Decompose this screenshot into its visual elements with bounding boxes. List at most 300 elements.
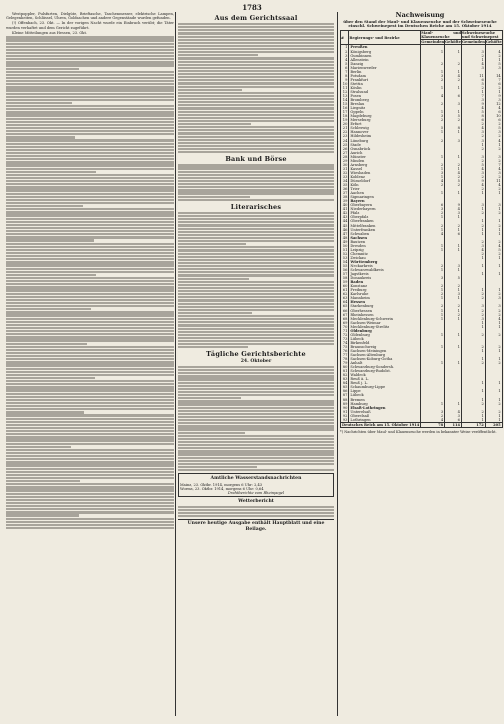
text-line (178, 509, 334, 511)
text-line (6, 527, 174, 529)
text-line (178, 403, 334, 405)
column-header-schwein: Schweineseuche und Schweinepest (461, 31, 502, 40)
cell-value: 2 (445, 224, 462, 228)
cell-value: 2 (461, 402, 485, 406)
region-name: Breslau (349, 102, 421, 106)
text-line (178, 114, 334, 116)
cell-value: 1 (485, 232, 502, 236)
text-line (178, 410, 334, 412)
row-number: 69 (341, 321, 349, 325)
text-line (178, 148, 334, 150)
text-line (6, 261, 174, 263)
text-line (178, 45, 334, 47)
text-line (6, 268, 174, 270)
text-line (6, 214, 174, 216)
cell-value: 1 (461, 325, 485, 329)
cell-value: 2 (461, 147, 485, 151)
cell-value: 1 (485, 207, 502, 211)
row-number: 81 (341, 369, 349, 373)
column-court-news (178, 12, 334, 720)
cell-value: 1 (421, 402, 445, 406)
text-line (6, 458, 174, 460)
text-line (6, 174, 174, 176)
region-name: Gumbinnen (349, 54, 421, 58)
cell-value: 4 (485, 50, 502, 54)
region-name: Anhalt (349, 361, 421, 365)
cell-value: 1 (445, 215, 462, 219)
cell-value: 1 (485, 191, 502, 195)
cell-value: 1 (445, 345, 462, 349)
cell-value: 2 (485, 361, 502, 365)
text-line (6, 199, 174, 201)
cell-value: 1 (421, 268, 445, 272)
cell-value: 4 (485, 139, 502, 143)
cell-value: 2 (445, 118, 462, 122)
text-line (6, 511, 174, 513)
row-number: 64 (341, 300, 349, 304)
text-line (6, 230, 174, 232)
cell-value: 3 (445, 139, 462, 143)
text-line (178, 167, 334, 169)
text-line (178, 139, 334, 141)
cell-value: 4 (421, 418, 445, 423)
region-name: Neckarkreis (349, 264, 421, 268)
region-name: Wiesbaden (349, 171, 421, 175)
cell-value: 3 (485, 155, 502, 159)
text-line (6, 218, 174, 220)
region-name: Oppeln (349, 110, 421, 114)
text-line (6, 158, 174, 160)
cell-value: 1 (421, 317, 445, 321)
text-line (178, 444, 334, 446)
cell-value: 3 (461, 244, 485, 248)
text-line (6, 96, 174, 98)
text-line (6, 427, 174, 429)
cell-value: 2 (421, 102, 445, 106)
cell-value: 2 (461, 159, 485, 163)
column-rule (175, 12, 176, 716)
cell-value: 1 (485, 398, 502, 402)
text-line (178, 397, 241, 399)
region-name: Oberpfalz (349, 215, 421, 219)
cell-value: 2 (485, 252, 502, 256)
region-name: Konstanz (349, 284, 421, 288)
text-line (6, 327, 174, 329)
row-number: 20 (341, 122, 349, 126)
row-number: 44 (341, 219, 349, 223)
total-label: Deutsches Reich am 15. Oktober 1914 (342, 422, 420, 427)
cell-value: 3 (421, 74, 445, 78)
cell-value: 2 (461, 252, 485, 256)
text-line (6, 183, 174, 185)
text-line (178, 385, 334, 387)
text-line (178, 151, 334, 153)
text-line (178, 237, 334, 239)
text-line (6, 446, 71, 448)
text-line (178, 296, 334, 298)
row-number: 8 (341, 74, 349, 78)
cell-value: 4 (445, 74, 462, 78)
cell-value: 1 (445, 110, 462, 114)
row-number: 39 (341, 199, 349, 203)
text-line (178, 388, 334, 390)
row-number: 5 (341, 62, 349, 66)
region-name: Köln (349, 183, 421, 187)
text-line (178, 450, 334, 452)
region-name: Birkenfeld (349, 341, 421, 345)
text-line (178, 218, 334, 220)
text-line (6, 308, 91, 310)
cell-value: 1 (445, 268, 462, 272)
text-line (178, 243, 246, 245)
text-line (6, 249, 174, 251)
cell-value: 4 (485, 183, 502, 187)
cell-value: 1 (485, 272, 502, 276)
text-line (6, 289, 174, 291)
cell-value: 4 (445, 207, 462, 211)
cell-value: 1 (445, 70, 462, 74)
cell-value: 3 (485, 171, 502, 175)
text-line (178, 312, 252, 314)
row-number: 48 (341, 236, 349, 240)
cell-value: 3 (461, 203, 485, 207)
text-line (178, 400, 334, 402)
text-line (178, 321, 334, 323)
text-line (6, 186, 174, 188)
text-line (6, 496, 174, 498)
region-name: Magdeburg (349, 114, 421, 118)
row-number: 90 (341, 406, 349, 410)
region-name: Chemnitz (349, 252, 421, 256)
column-header-region: Regierungs- und Bezirke (349, 31, 421, 45)
text-line (178, 268, 334, 270)
text-line (6, 277, 174, 279)
row-number: 12 (341, 90, 349, 94)
row-number: 4 (341, 58, 349, 62)
text-line (178, 221, 334, 223)
text-line (6, 68, 79, 70)
text-line (178, 36, 334, 38)
cell-value: 3 (461, 98, 485, 102)
text-line (6, 168, 174, 170)
cell-value: 2 (421, 292, 445, 296)
region-name: Waldeck (349, 373, 421, 377)
text-line (178, 382, 334, 384)
row-number: 27 (341, 151, 349, 155)
water-level-note: Drahtberichte vom Rheinpegel (227, 490, 285, 495)
region-name: Kassel (349, 167, 421, 171)
text-line (6, 433, 174, 435)
row-number: 47 (341, 232, 349, 236)
water-level-line: Worms, 23. Oktbr. 1914, morgens 6 Uhr: 0,64 (180, 486, 264, 491)
text-line (6, 71, 174, 73)
cell-value: 1 (421, 86, 445, 90)
text-line (178, 196, 250, 198)
text-line (6, 246, 174, 248)
text-line (6, 502, 174, 504)
cell-value: 2 (445, 304, 462, 308)
text-line (6, 396, 174, 398)
cell-value: 6 (461, 118, 485, 122)
court-text (178, 23, 334, 153)
region-name: Schwarzburg-Sondersh. (349, 365, 421, 369)
text-line (178, 453, 334, 455)
text-line (178, 224, 334, 226)
row-number: 80 (341, 365, 349, 369)
cell-value: 3 (445, 102, 462, 106)
cell-value: 3 (461, 50, 485, 54)
text-line (6, 508, 174, 510)
text-line (178, 177, 334, 179)
total-value: 114 (445, 422, 462, 427)
cell-value: 1 (421, 155, 445, 159)
row-number: 92 (341, 414, 349, 418)
cell-value: 9 (445, 203, 462, 207)
text-line (6, 46, 174, 48)
text-line (6, 321, 174, 323)
table-footnote: *) Nachrichten über Maul- und Klauenseuche werden in bekannter Weise veröffentlicht. (340, 429, 497, 434)
cell-value: 5 (461, 163, 485, 167)
region-name: Posen (349, 94, 421, 98)
text-line (6, 468, 174, 470)
row-number: 11 (341, 86, 349, 90)
region-name: Dresden (349, 244, 421, 248)
cell-value: 4 (461, 183, 485, 187)
region-name: Württemberg (349, 260, 421, 264)
region-name: Aurich (349, 151, 421, 155)
region-name: Liegnitz (349, 106, 421, 110)
column-header-maul: Maul- und Klauenseuche (421, 31, 461, 40)
text-line (6, 152, 174, 154)
cell-value: 1 (461, 191, 485, 195)
text-line (178, 215, 334, 217)
text-line (6, 514, 79, 516)
row-number: 86 (341, 389, 349, 393)
region-name: Mannheim (349, 296, 421, 300)
text-line (178, 394, 334, 396)
text-line (6, 483, 174, 485)
row-number: 2 (341, 50, 349, 54)
text-line (178, 249, 334, 251)
row-number: 57 (341, 272, 349, 276)
cell-value: 3 (485, 130, 502, 134)
region-name: Trier (349, 187, 421, 191)
text-line (178, 174, 334, 176)
text-line (178, 425, 334, 427)
text-line (178, 61, 334, 63)
total-value: 78 (421, 422, 445, 427)
cell-value: 4 (485, 106, 502, 110)
row-number: 35 (341, 183, 349, 187)
row-number: 23 (341, 134, 349, 138)
row-number: 36 (341, 187, 349, 191)
region-name: Schaumburg-Lippe (349, 385, 421, 389)
text-line (6, 299, 174, 301)
row-number: 16 (341, 106, 349, 110)
text-line (6, 39, 174, 41)
text-line (178, 186, 334, 188)
cell-value: 8 (461, 114, 485, 118)
row-number: 52 (341, 252, 349, 256)
row-number: 76 (341, 349, 349, 353)
row-number: 72 (341, 333, 349, 337)
cell-value: 2 (461, 86, 485, 90)
cell-value: 1 (421, 191, 445, 195)
text-line (178, 107, 334, 109)
cell-value: 1 (485, 228, 502, 232)
region-name: Hamburg (349, 402, 421, 406)
cell-value: 1 (421, 345, 445, 349)
cell-value: 6 (485, 82, 502, 86)
cell-value: 3 (461, 130, 485, 134)
text-line (178, 413, 334, 415)
cell-value: 4 (485, 317, 502, 321)
cell-value: 1 (445, 130, 462, 134)
cell-value: 4 (421, 94, 445, 98)
cell-value: 1 (461, 143, 485, 147)
text-line (6, 149, 174, 151)
text-line (178, 372, 334, 374)
row-number: 19 (341, 118, 349, 122)
text-line (178, 284, 334, 286)
text-line (6, 55, 174, 57)
text-line (178, 293, 334, 295)
cell-value: 1 (461, 349, 485, 353)
cell-value: 4 (461, 62, 485, 66)
cell-value: 1 (421, 215, 445, 219)
cell-value: 3 (421, 410, 445, 414)
cell-value: 1 (421, 333, 445, 337)
cell-value: 6 (485, 118, 502, 122)
region-name: Mecklenburg-Strelitz (349, 325, 421, 329)
cell-value: 1 (461, 232, 485, 236)
cell-value: 2 (461, 292, 485, 296)
text-line (6, 374, 174, 376)
text-line (178, 101, 334, 103)
text-line (6, 171, 96, 173)
text-line (178, 287, 334, 289)
cell-value: 2 (485, 333, 502, 337)
cell-value: 2 (461, 224, 485, 228)
text-line (178, 92, 334, 94)
text-line (178, 515, 334, 517)
text-line (178, 337, 334, 339)
cell-value: 2 (421, 264, 445, 268)
row-number: 61 (341, 288, 349, 292)
text-line (178, 246, 334, 248)
text-line (6, 93, 174, 95)
text-line (178, 328, 334, 330)
text-line (178, 136, 334, 138)
text-line (178, 42, 334, 44)
text-line (6, 343, 87, 345)
cell-value: 1 (421, 110, 445, 114)
row-number: 29 (341, 159, 349, 163)
cell-value: 5 (485, 248, 502, 252)
row-number: 58 (341, 276, 349, 280)
text-line (6, 36, 174, 38)
region-name: Bautzen (349, 240, 421, 244)
cell-value: 1 (485, 143, 502, 147)
text-line (6, 118, 174, 120)
row-number: 91 (341, 410, 349, 414)
region-name: Braunschweig (349, 345, 421, 349)
cell-value: 2 (461, 345, 485, 349)
cell-value: 2 (445, 313, 462, 317)
text-line (6, 518, 174, 520)
text-line (6, 380, 174, 382)
cell-value: 2 (421, 163, 445, 167)
cell-value: 2 (445, 62, 462, 66)
cell-value: 2 (445, 175, 462, 179)
region-name: Unterfranken (349, 228, 421, 232)
region-name: Bromberg (349, 98, 421, 102)
cell-value: 1 (421, 296, 445, 300)
cell-value: 1 (445, 244, 462, 248)
text-line (178, 253, 334, 255)
text-line (6, 411, 84, 413)
region-name: Berlin (349, 70, 421, 74)
text-line (6, 355, 174, 357)
region-name: Danzig (349, 62, 421, 66)
text-line (6, 477, 174, 479)
row-number: 74 (341, 341, 349, 345)
epidemic-table (340, 30, 503, 428)
cell-value: 3 (445, 211, 462, 215)
cell-value: 5 (461, 82, 485, 86)
region-name: Rheinhessen (349, 313, 421, 317)
region-name: Reuß j. L. (349, 381, 421, 385)
cell-value: 1 (421, 309, 445, 313)
court-heading: Aus dem Gerichtssaal (214, 14, 298, 22)
cell-value: 2 (485, 175, 502, 179)
cell-value: 1 (485, 321, 502, 325)
cell-value: 1 (445, 228, 462, 232)
text-line (6, 333, 174, 335)
reports-text (178, 366, 334, 471)
text-line (178, 265, 334, 267)
cell-value: 3 (421, 114, 445, 118)
cell-value: 1 (445, 86, 462, 90)
cell-value: 6 (461, 78, 485, 82)
text-line (6, 243, 174, 245)
article-paragraph: Kleine Mitteilungen aus Hessen, 23. Okt. (12, 30, 88, 35)
text-line (178, 67, 334, 69)
local-news-text (6, 12, 174, 529)
cell-value: 2 (461, 410, 485, 414)
column-header-gehoefte: Gehöfte (485, 40, 502, 45)
cell-value: 2 (421, 78, 445, 82)
text-line (6, 239, 94, 241)
row-number: 40 (341, 203, 349, 207)
cell-value: 1 (461, 418, 485, 423)
text-line (6, 252, 174, 254)
text-line (6, 111, 174, 113)
text-line (6, 124, 174, 126)
text-line (6, 430, 174, 432)
cell-value: 4 (421, 179, 445, 183)
bank-text (178, 164, 334, 201)
text-line (178, 299, 334, 301)
text-line (178, 340, 334, 342)
cell-value: 2 (485, 122, 502, 126)
cell-value: 1 (485, 288, 502, 292)
literature-text (178, 212, 334, 349)
region-name: Minden (349, 159, 421, 163)
cell-value: 1 (445, 167, 462, 171)
cell-value: 1 (445, 248, 462, 252)
cell-value: 1 (445, 317, 462, 321)
